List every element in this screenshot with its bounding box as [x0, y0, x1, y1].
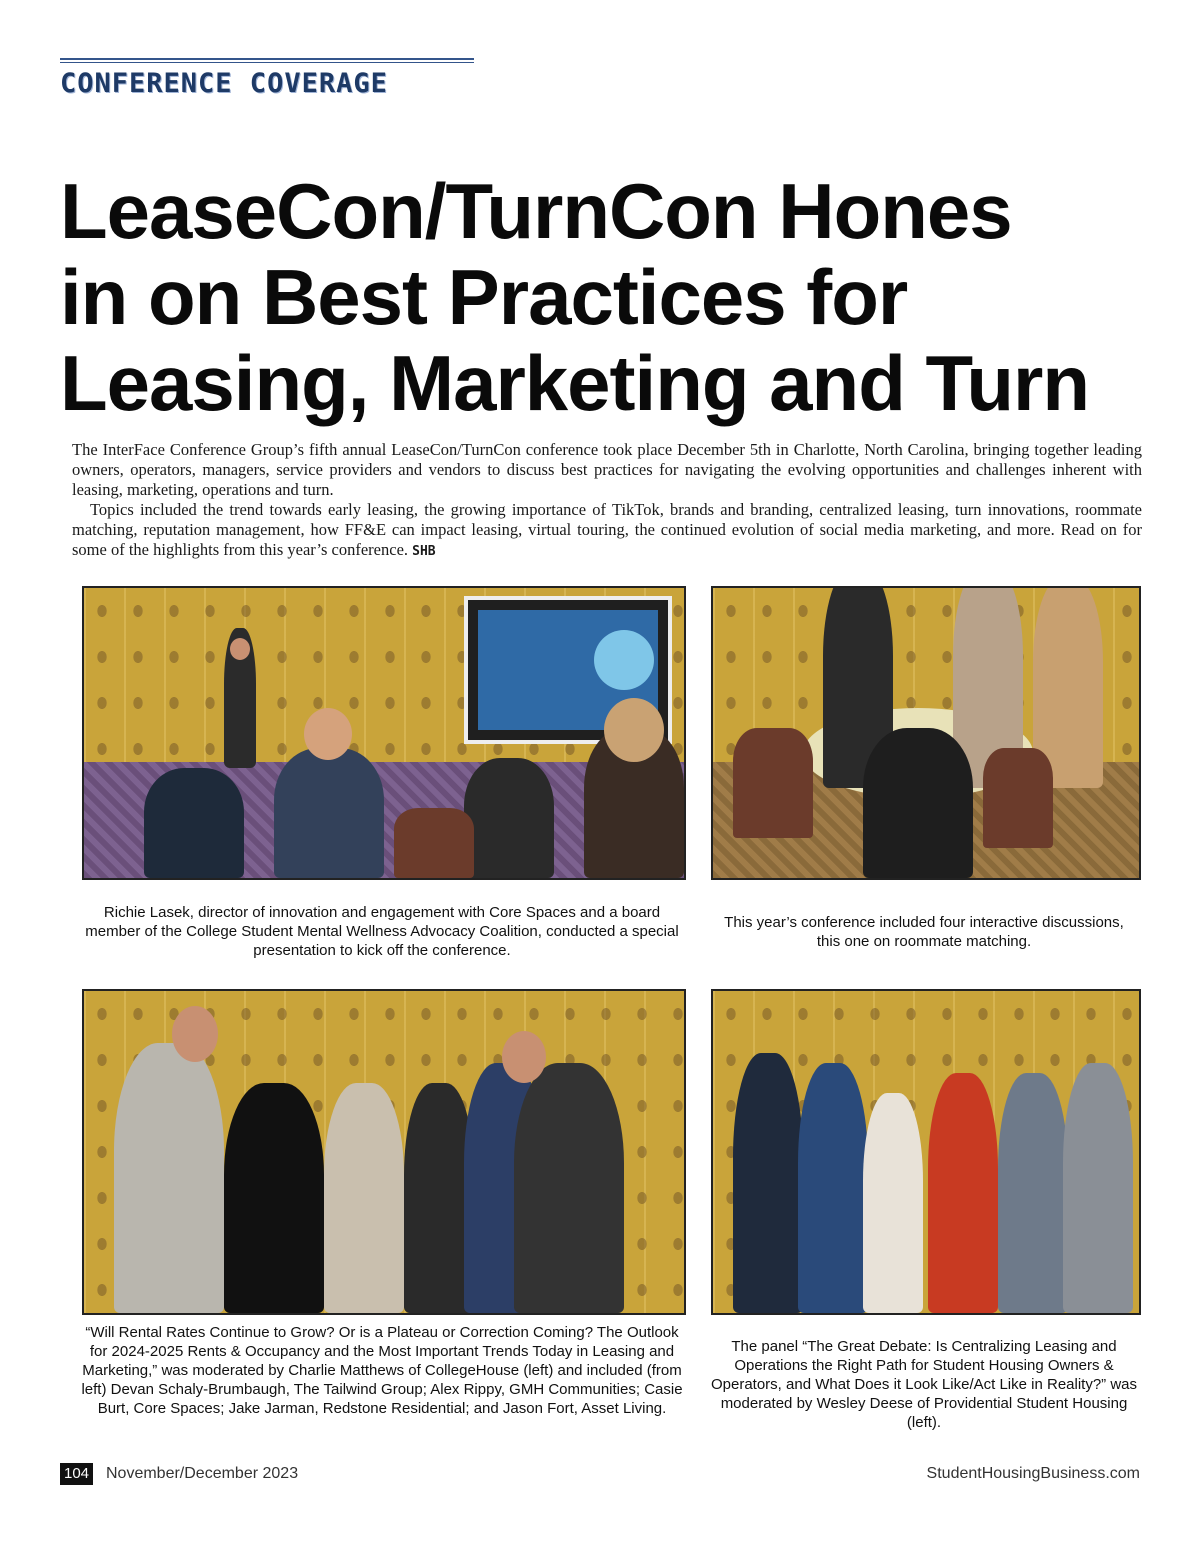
audience-member	[144, 768, 244, 878]
panelist	[324, 1083, 404, 1313]
caption-roundtable: This year’s conference included four interactive discussions, this one on roommate matching.	[724, 914, 1124, 950]
slide-graphic	[594, 630, 654, 690]
photo-presentation	[82, 586, 686, 880]
panelist	[733, 1053, 803, 1313]
section-label-text: CONFERENCE COVERAGE	[60, 68, 388, 99]
audience-head	[604, 698, 664, 762]
panelist	[514, 1063, 624, 1313]
panelist	[928, 1073, 998, 1313]
headline-line-1: LeaseCon/TurnCon Hones	[60, 167, 1012, 255]
intro-paragraph-2-text: Topics included the trend towards early leasing, the growing importance of TikTok, brands and branding, centralized leasing, turn innovations, roommate matching, reputation management, how FF&E can impact leasing, virtual touring, the continued evolution of social media marketing, and more. Read on for some of the highlights from this year’s conference.	[72, 500, 1142, 559]
audience-member	[464, 758, 554, 878]
panelist-head	[502, 1031, 546, 1083]
panelist	[114, 1043, 224, 1313]
section-rule	[60, 58, 474, 60]
caption-panel-2: The panel “The Great Debate: Is Centralizing Leasing and Operations the Right Path for Student Housing Owners & Operators, and What Does it Look Like/Act Like in Reality?” was moderated by Wesley Deese of Providential Student Housing (left).	[710, 1338, 1138, 1431]
intro-paragraph-1: The InterFace Conference Group’s fifth annual LeaseCon/TurnCon conference took place December 5th in Charlotte, North Carolina, bringing together leading owners, operators, managers, service providers and vendors to discuss best practices for navigating the evolving opportunities and challenges inherent with leasing, marketing, operations and turn.	[72, 440, 1142, 499]
photo-roundtable	[711, 586, 1141, 880]
panelist	[224, 1083, 324, 1313]
website: StudentHousingBusiness.com	[926, 1465, 1140, 1482]
headline	[60, 168, 1160, 426]
participant	[863, 728, 973, 878]
photo-panel-group-2	[711, 989, 1141, 1315]
page-footer	[60, 1463, 1140, 1485]
panelist-head	[172, 1006, 218, 1062]
issue-date: November/December 2023	[106, 1465, 299, 1482]
audience-head	[304, 708, 352, 760]
audience-member	[274, 748, 384, 878]
panelist	[863, 1093, 923, 1313]
chair	[394, 808, 474, 878]
end-mark: SHB	[412, 544, 436, 559]
chair	[733, 728, 813, 838]
section-rule-thin	[60, 62, 474, 63]
section-label	[60, 58, 474, 99]
panelist	[998, 1073, 1068, 1313]
page-number: 104	[60, 1463, 93, 1485]
intro-paragraph-2	[72, 500, 1142, 562]
panelist	[1063, 1063, 1133, 1313]
panelist	[798, 1063, 868, 1313]
caption-presentation: Richie Lasek, director of innovation and engagement with Core Spaces and a board member of the College Student Mental Wellness Advocacy Coalition, conducted a special presentation to kick off the conference.	[85, 904, 679, 959]
photo-panel-group-1	[82, 989, 686, 1315]
headline-line-3: Leasing, Marketing and Turn	[60, 339, 1090, 427]
intro-text	[72, 440, 1142, 562]
headline-line-2: in on Best Practices for	[60, 253, 908, 341]
presenter-head	[230, 638, 250, 660]
chair	[983, 748, 1053, 848]
caption-panel-1: “Will Rental Rates Continue to Grow? Or is a Plateau or Correction Coming? The Outlook for 2024-2025 Rents & Occupancy and the Most Important Trends Today in Leasing and Marketing,” was moderated by Charlie Matthews of CollegeHouse (left) and included (from left) Devan Schaly-Brumbaugh, The Tailwind Group; Alex Rippy, GMH Communities; Casie Burt, Core Spaces; Jake Jarman, Redstone Residential; and Jason Fort, Asset Living.	[81, 1324, 683, 1417]
